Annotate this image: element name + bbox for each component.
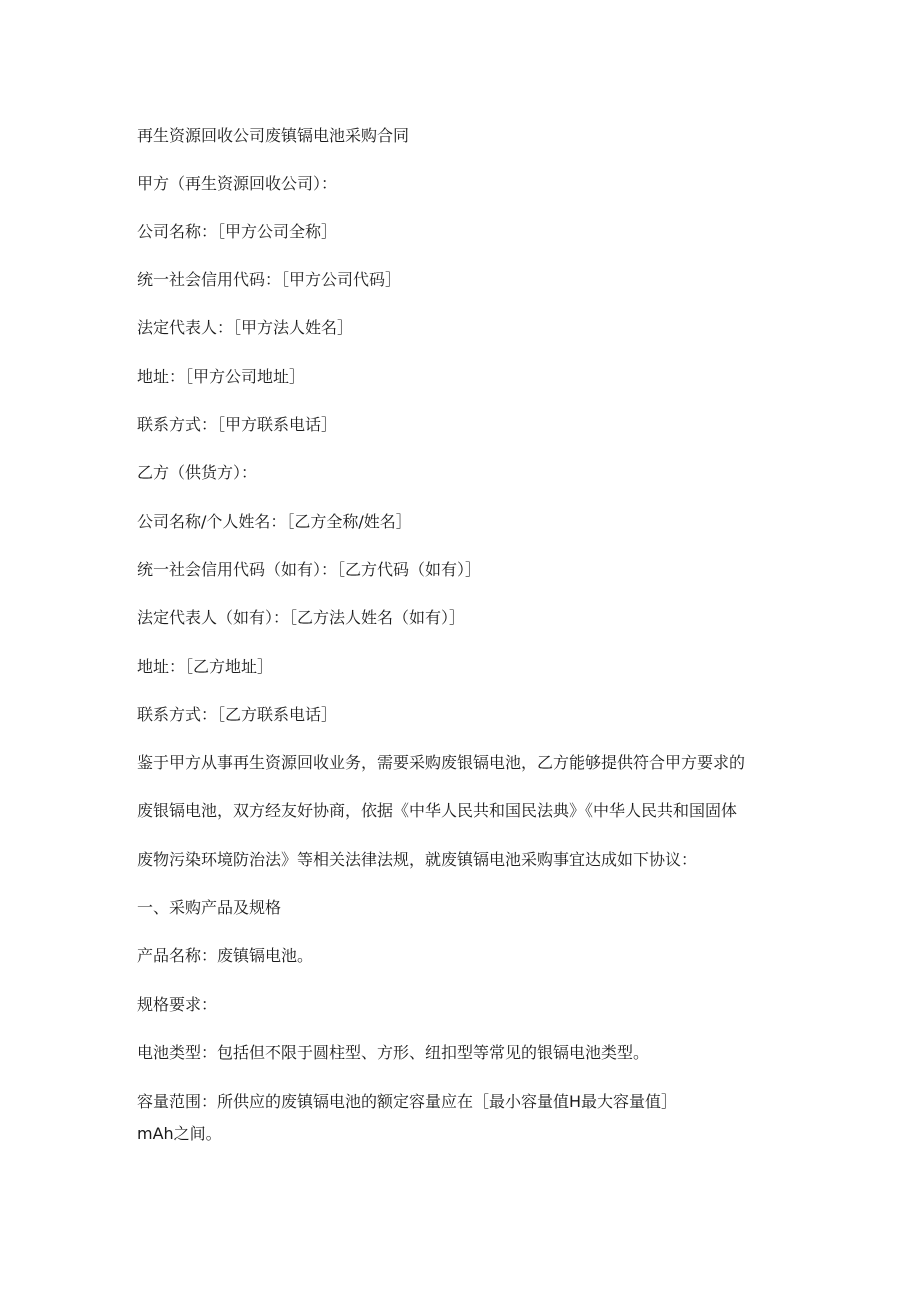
party-b-company-name: 公司名称/个人姓名：［乙方全称/姓名］	[137, 512, 412, 531]
party-b-contact: 联系方式：［乙方联系电话］	[137, 705, 338, 724]
party-a-company-name: 公司名称：［甲方公司全称］	[137, 222, 338, 241]
capacity-range: 容量范围：所供应的废镇镉电池的额定容量应在［最小容量值H最大容量值］	[137, 1092, 678, 1111]
preamble-line: 鉴于甲方从事再生资源回收业务，需要采购废银镉电池，乙方能够提供符合甲方要求的	[137, 753, 746, 772]
capacity-range-continued: mAh之间。	[137, 1124, 222, 1143]
preamble-line: 废物污染环境防治法》等相关法律法规，就废镇镉电池采购事宜达成如下协议：	[137, 850, 698, 869]
party-b-heading: 乙方（供货方）：	[137, 463, 258, 482]
party-a-contact: 联系方式：［甲方联系电话］	[137, 415, 338, 434]
party-b-legal-rep: 法定代表人（如有）：［乙方法人姓名（如有）］	[137, 608, 466, 627]
party-a-address: 地址：［甲方公司地址］	[137, 367, 306, 386]
contract-title: 再生资源回收公司废镇镉电池采购合同	[137, 126, 410, 145]
party-b-address: 地址：［乙方地址］	[137, 657, 274, 676]
preamble-line: 废银镉电池，双方经友好协商，依据《中华人民共和国民法典》《中华人民共和国固体	[137, 801, 738, 820]
section-1-heading: 一、采购产品及规格	[137, 898, 282, 917]
battery-type: 电池类型：包括但不限于圆柱型、方形、纽扣型等常见的银镉电池类型。	[137, 1043, 650, 1062]
party-b-credit-code: 统一社会信用代码（如有）：［乙方代码（如有）］	[137, 560, 482, 579]
product-name: 产品名称：废镇镉电池。	[137, 946, 314, 965]
party-a-credit-code: 统一社会信用代码：［甲方公司代码］	[137, 270, 402, 289]
spec-heading: 规格要求：	[137, 995, 218, 1014]
party-a-legal-rep: 法定代表人：［甲方法人姓名］	[137, 318, 354, 337]
party-a-heading: 甲方（再生资源回收公司）：	[137, 174, 338, 193]
